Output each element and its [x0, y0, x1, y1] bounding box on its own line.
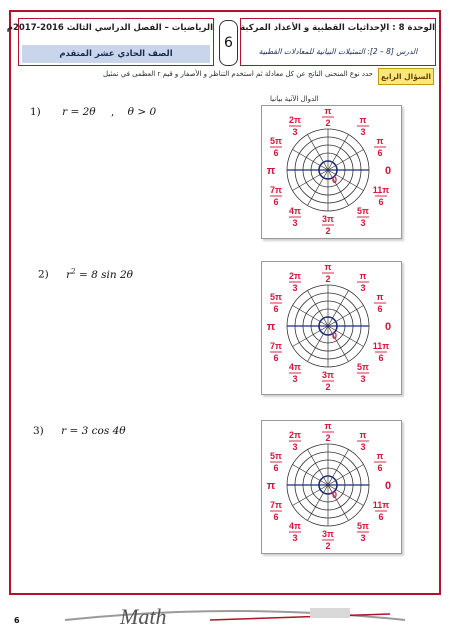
svg-text:2: 2: [325, 118, 331, 128]
svg-text:6: 6: [378, 197, 384, 207]
svg-text:2π: 2π: [289, 271, 301, 281]
svg-text:4π: 4π: [289, 362, 301, 372]
angle-label-pi-2: [322, 262, 334, 284]
header-course-box: [6, 18, 214, 66]
svg-text:π: π: [324, 421, 332, 431]
origin-label: 0: [332, 175, 338, 185]
equation-number: 3): [33, 425, 44, 437]
svg-text:π: π: [376, 292, 384, 302]
equation-number: 2): [38, 268, 49, 281]
angle-label-5pi-3: [357, 362, 369, 384]
equation-1: [30, 106, 156, 118]
angle-label-4pi-3: [289, 521, 301, 543]
svg-text:7π: 7π: [270, 341, 282, 351]
angle-label-5pi-3: [357, 206, 369, 228]
svg-text:π: π: [359, 115, 367, 125]
angle-label-2pi-3: [289, 271, 301, 293]
origin-label: 0: [332, 331, 338, 341]
angle-label-pi-3: [357, 430, 369, 452]
svg-text:2π: 2π: [289, 115, 301, 125]
equation-expr: $r^2 = 8$ sin 2θ: [66, 267, 133, 281]
svg-text:π: π: [359, 271, 367, 281]
svg-text:3: 3: [360, 374, 366, 384]
angle-label-pi-6: [374, 292, 386, 314]
angle-label-5pi-6: [270, 136, 282, 158]
angle-label-pi: π: [266, 480, 276, 492]
angle-label-3pi-2: [322, 214, 334, 236]
svg-text:7π: 7π: [270, 185, 282, 195]
svg-text:π: π: [324, 106, 332, 116]
svg-text:11π: 11π: [372, 500, 390, 510]
svg-text:6: 6: [273, 197, 279, 207]
svg-text:6: 6: [273, 304, 279, 314]
angle-label-pi-6: [374, 451, 386, 473]
angle-label-0: 0: [384, 480, 392, 492]
equation-2: [38, 267, 133, 281]
header-unit-title: الوحدة 8 : الإحداثيات القطبية و الأعداد المركبة: [240, 23, 435, 33]
question-instruction: حدد نوع المنحنى الناتج عن كل معادلة ثم استخدم التناظر و الأصفار و قيم r العظمى في تمثيل: [102, 70, 373, 78]
page-number: 6: [14, 616, 20, 625]
angle-label-4pi-3: [289, 206, 301, 228]
header-unit-box: [240, 18, 436, 66]
angle-label-pi-3: [357, 115, 369, 137]
angle-label-pi-2: [322, 106, 334, 128]
angle-label-11pi-6: [373, 185, 390, 207]
angle-label-7pi-6: [270, 185, 282, 207]
svg-text:3: 3: [360, 283, 366, 293]
polar-grid-1[interactable]: [261, 105, 402, 239]
svg-text:3: 3: [292, 374, 298, 384]
svg-text:11π: 11π: [372, 341, 390, 351]
svg-text:6: 6: [273, 463, 279, 473]
equation-expr: r = 2θ: [62, 106, 96, 118]
svg-text:6: 6: [378, 512, 384, 522]
svg-text:3π: 3π: [322, 370, 334, 380]
svg-text:6: 6: [377, 148, 383, 158]
svg-text:3: 3: [360, 442, 366, 452]
angle-label-3pi-2: [322, 370, 334, 392]
svg-text:6: 6: [273, 148, 279, 158]
angle-label-4pi-3: [289, 362, 301, 384]
svg-text:4π: 4π: [289, 521, 301, 531]
equation-separator: ,: [110, 106, 115, 118]
svg-text:3: 3: [360, 533, 366, 543]
angle-label-3pi-2: [322, 529, 334, 551]
header-lesson-title: الدرس [8 – 2]: التمثيلات البيانية للمعادلات القطبية: [258, 47, 418, 56]
svg-text:2: 2: [325, 382, 331, 392]
equation-3: [33, 425, 126, 437]
svg-text:3: 3: [292, 127, 298, 137]
header-course-title: الرياضيات – الفصل الدراسي الثالث 2016-2017م: [6, 23, 213, 33]
angle-label-5pi-6: [270, 451, 282, 473]
svg-text:4π: 4π: [289, 206, 301, 216]
equation-number: 1): [30, 106, 41, 118]
polar-grid-3[interactable]: [261, 420, 402, 554]
svg-text:π: π: [359, 430, 367, 440]
svg-text:5π: 5π: [357, 521, 369, 531]
header-page-badge: 6: [219, 20, 238, 66]
angle-label-5pi-3: [357, 521, 369, 543]
svg-text:2π: 2π: [289, 430, 301, 440]
angle-label-11pi-6: [373, 500, 390, 522]
svg-text:π: π: [376, 136, 384, 146]
header-grade-bar: الصف الحادي عشر المتقدم: [22, 45, 210, 63]
angle-label-7pi-6: [270, 341, 282, 363]
svg-text:5π: 5π: [357, 362, 369, 372]
svg-text:3π: 3π: [322, 214, 334, 224]
svg-text:3: 3: [292, 218, 298, 228]
angle-label-0: 0: [384, 321, 392, 333]
svg-text:3: 3: [360, 127, 366, 137]
angle-label-pi-6: [374, 136, 386, 158]
svg-text:3: 3: [292, 283, 298, 293]
angle-label-0: 0: [384, 165, 392, 177]
svg-text:3: 3: [292, 533, 298, 543]
svg-text:3: 3: [292, 442, 298, 452]
svg-text:2: 2: [325, 274, 331, 284]
polar-grid-2[interactable]: [261, 261, 402, 395]
equation-condition: θ > 0: [127, 106, 157, 118]
svg-text:π: π: [324, 262, 332, 272]
angle-label-pi: π: [266, 165, 276, 177]
angle-label-pi-3: [357, 271, 369, 293]
svg-text:3π: 3π: [322, 529, 334, 539]
svg-text:2: 2: [325, 541, 331, 551]
svg-text:5π: 5π: [357, 206, 369, 216]
angle-label-2pi-3: [289, 430, 301, 452]
question-sub-instruction: الدوال الآتية بيانيا: [270, 95, 319, 103]
origin-label: 0: [332, 490, 338, 500]
angle-label-pi-2: [322, 421, 334, 443]
angle-label-7pi-6: [270, 500, 282, 522]
angle-label-2pi-3: [289, 115, 301, 137]
equation-expr: r = 3 cos 4θ: [61, 425, 126, 437]
svg-text:6: 6: [273, 512, 279, 522]
svg-text:5π: 5π: [270, 136, 282, 146]
angle-label-pi: π: [266, 321, 276, 333]
svg-text:6: 6: [377, 304, 383, 314]
svg-text:6: 6: [377, 463, 383, 473]
svg-text:Math: Math: [120, 604, 167, 629]
svg-text:6: 6: [378, 353, 384, 363]
svg-text:5π: 5π: [270, 292, 282, 302]
svg-text:2: 2: [325, 433, 331, 443]
svg-text:5π: 5π: [270, 451, 282, 461]
svg-text:7π: 7π: [270, 500, 282, 510]
angle-label-5pi-6: [270, 292, 282, 314]
footer-logo: [60, 600, 410, 632]
angle-label-11pi-6: [373, 341, 390, 363]
svg-text:11π: 11π: [372, 185, 390, 195]
svg-text:2: 2: [325, 226, 331, 236]
svg-text:3: 3: [360, 218, 366, 228]
svg-text:6: 6: [273, 353, 279, 363]
svg-text:π: π: [376, 451, 384, 461]
question-tag: السؤال الرابع: [378, 68, 434, 85]
